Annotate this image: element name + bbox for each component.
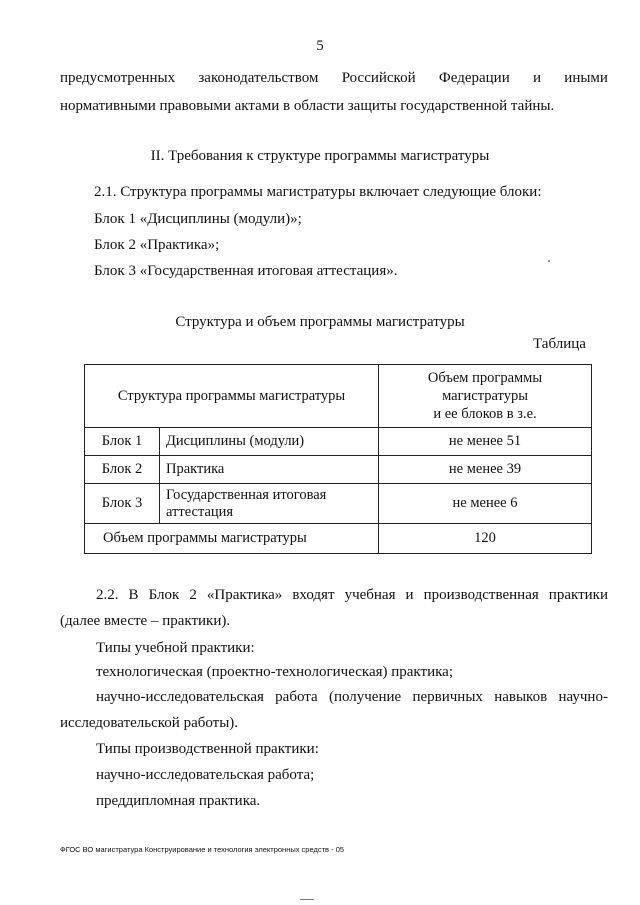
para-word: «Практика» <box>206 587 283 603</box>
block-value-cell: не менее 39 <box>379 456 592 484</box>
intro-word: Федерации <box>438 70 510 86</box>
study-item-2-line-1 <box>96 689 608 706</box>
para-word: учебная <box>344 587 396 603</box>
para-word: практики <box>548 587 608 603</box>
para-word: 2 <box>189 587 197 603</box>
block-name-cell: Дисциплины (модули) <box>160 428 379 456</box>
header-structure: Структура программы магистратуры <box>85 365 379 428</box>
para-word: В <box>128 587 139 603</box>
para-word: первичных <box>412 689 483 705</box>
production-item: преддипломная практика. <box>96 793 261 809</box>
study-item: технологическая (проектно-технологическая) практика; <box>96 664 453 680</box>
intro-word: предусмотренных <box>60 70 176 86</box>
header-volume-line: и ее блоков в з.е. <box>433 406 537 422</box>
table-caption: Структура и объем программы магистратуры <box>175 314 465 330</box>
table-label: Таблица <box>533 336 586 352</box>
total-label-cell: Объем программы магистратуры <box>85 524 379 554</box>
intro-word: и <box>533 70 542 86</box>
scan-speck <box>300 899 314 900</box>
para-word: работа <box>275 689 318 705</box>
structure-table <box>84 364 592 554</box>
header-volume <box>379 365 592 428</box>
table-total-row <box>85 524 592 554</box>
study-item-2-line-2: исследовательской работы). <box>60 715 239 731</box>
intro-line-1 <box>60 70 608 87</box>
table-row <box>85 484 592 524</box>
block-list-item: Блок 1 «Дисциплины (модули)»; <box>94 211 302 227</box>
header-volume-line: Объем программы <box>427 370 543 386</box>
block-name-cell: Государственная итоговая аттестация <box>160 484 379 524</box>
para-2-2-line-1 <box>96 587 608 604</box>
block-cell: Блок 3 <box>85 484 160 524</box>
para-word: 2.2. <box>96 587 119 603</box>
para-word: научно- <box>558 689 608 705</box>
para-2-2-line-2: (далее вместе – практики). <box>60 613 231 629</box>
intro-word: законодательством <box>198 70 319 86</box>
table-row <box>85 456 592 484</box>
block-list-item: Блок 3 «Государственная итоговая аттестация». <box>94 263 398 279</box>
block-cell: Блок 1 <box>85 428 160 456</box>
para-word: входят <box>292 587 335 603</box>
para-word: и <box>405 587 414 603</box>
intro-word: Российской <box>341 70 416 86</box>
para-word: навыков <box>494 689 548 705</box>
para-2-1-lead: 2.1. Структура программы магистратуры включает следующие блоки: <box>94 184 542 200</box>
production-types-heading: Типы производственной практики: <box>96 741 319 757</box>
intro-word: иными <box>564 70 608 86</box>
para-word: Блок <box>148 587 180 603</box>
block-value-cell: не менее 51 <box>379 428 592 456</box>
section-heading: II. Требования к структуре программы магистратуры <box>150 148 490 164</box>
para-word: производственная <box>423 587 539 603</box>
block-cell: Блок 2 <box>85 456 160 484</box>
footer-text: ФГОС ВО магистратура Конструирование и технология электронных средств - 05 <box>60 845 345 854</box>
table-row <box>85 428 592 456</box>
table-header-row <box>85 365 592 428</box>
production-item: научно-исследовательская работа; <box>96 767 315 783</box>
header-volume-line: магистратуры <box>442 388 528 404</box>
block-name-cell: Практика <box>160 456 379 484</box>
block-list-item: Блок 2 «Практика»; <box>94 237 220 253</box>
para-word: (получение <box>328 689 402 705</box>
page-number: 5 <box>316 38 324 54</box>
block-value-cell: не менее 6 <box>379 484 592 524</box>
para-word: научно-исследовательская <box>96 689 264 705</box>
total-value-cell: 120 <box>379 524 592 554</box>
scan-speck <box>548 260 550 262</box>
study-types-heading: Типы учебной практики: <box>96 640 255 656</box>
intro-line-2: нормативными правовыми актами в области защиты государственной тайны. <box>60 98 555 114</box>
